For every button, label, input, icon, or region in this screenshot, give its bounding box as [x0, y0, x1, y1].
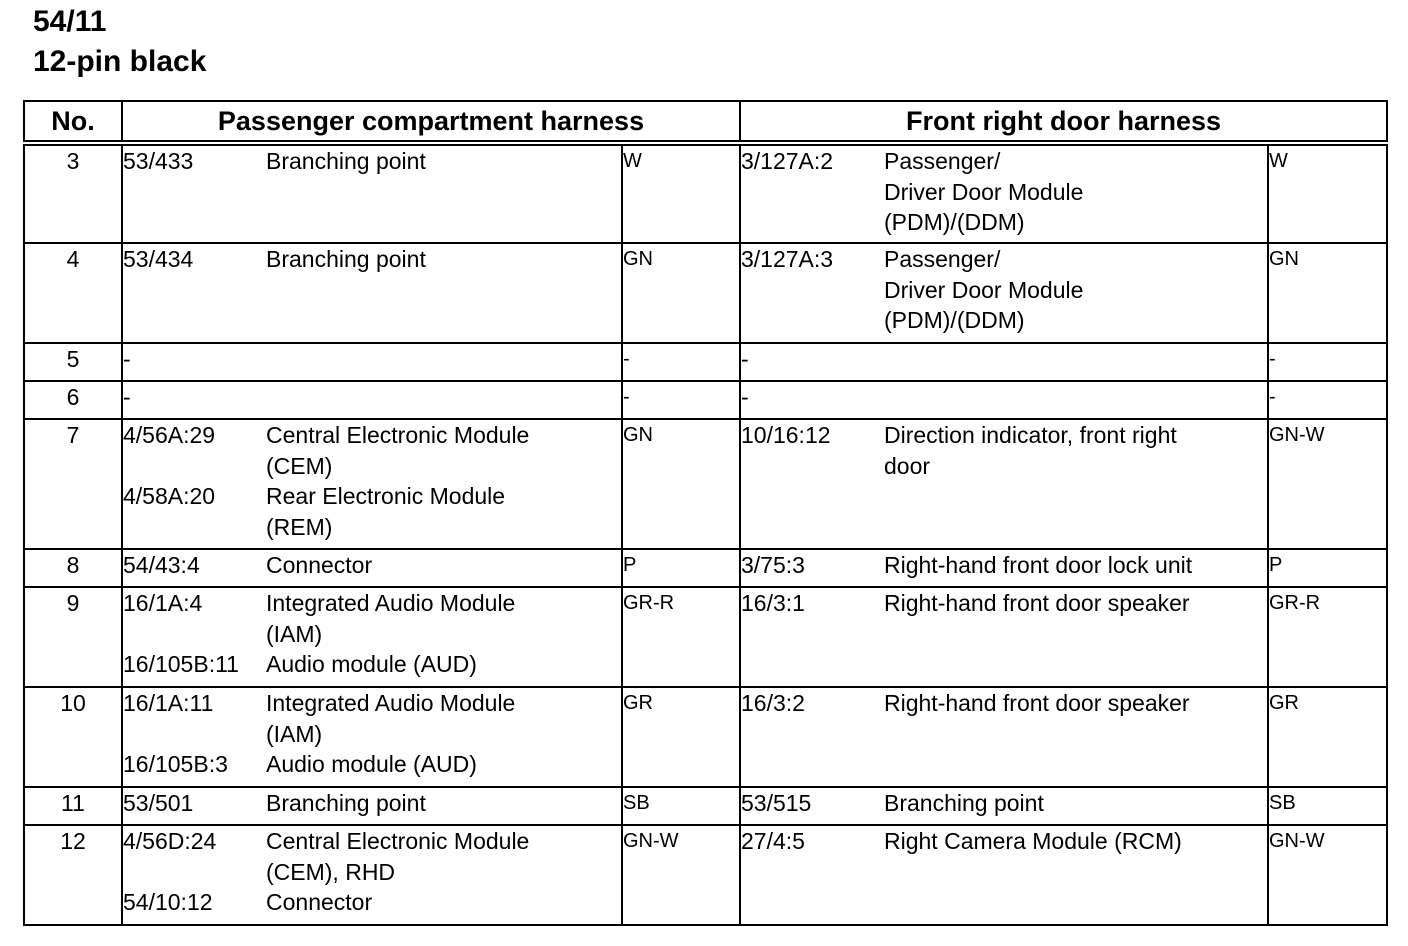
right-component-description: Passenger/ Driver Door Module (PDM)/(DDM) — [884, 148, 1084, 235]
left-terminal-code: 53/501 — [123, 790, 194, 816]
left-harness-entry — [123, 588, 621, 649]
table-row — [24, 243, 1387, 343]
left-component-description: Audio module (AUD) — [266, 651, 477, 677]
left-terminal-code: 53/433 — [123, 148, 194, 174]
left-terminal-code: - — [123, 384, 131, 410]
left-harness-entry — [123, 550, 621, 581]
right-terminal-code: - — [741, 384, 749, 410]
right-component-description — [884, 382, 1267, 413]
left-wire-color: - — [622, 381, 740, 419]
right-terminal-code: 10/16:12 — [741, 422, 831, 448]
left-component-description: Rear Electronic Module (REM) — [266, 483, 506, 540]
left-harness-entry — [123, 382, 621, 413]
left-wire-color: GN — [622, 419, 740, 549]
left-harness-entry — [123, 244, 621, 275]
right-terminal-code: 3/127A:3 — [741, 246, 834, 272]
passenger-compartment-harness-cell — [122, 549, 622, 587]
passenger-compartment-harness-cell — [122, 787, 622, 825]
left-harness-entry — [123, 788, 621, 819]
right-wire-color: GN-W — [1268, 419, 1387, 549]
passenger-compartment-harness-cell — [122, 587, 622, 687]
pin-assignment-table — [23, 100, 1388, 926]
pin-number: 5 — [24, 343, 122, 381]
passenger-compartment-harness-cell — [122, 381, 622, 419]
right-harness-entry — [741, 588, 1267, 619]
front-right-door-harness-cell — [740, 381, 1268, 419]
right-harness-entry — [741, 420, 1267, 481]
right-wire-color: GR — [1268, 687, 1387, 787]
column-header-passenger-compartment-harness: Passenger compartment harness — [122, 101, 740, 143]
left-wire-color: GR-R — [622, 587, 740, 687]
left-terminal-code: 16/105B:3 — [123, 751, 228, 777]
right-terminal-code: 3/127A:2 — [741, 148, 834, 174]
pin-number: 9 — [24, 587, 122, 687]
passenger-compartment-harness-cell — [122, 343, 622, 381]
table-row — [24, 143, 1387, 243]
column-header-front-right-door-harness: Front right door harness — [740, 101, 1387, 143]
passenger-compartment-harness-cell — [122, 419, 622, 549]
left-harness-entry — [123, 688, 621, 749]
left-component-description: Connector — [266, 889, 373, 915]
right-terminal-code: - — [741, 346, 749, 372]
left-wire-color: GN — [622, 243, 740, 343]
left-component-description: Integrated Audio Module (IAM) — [266, 590, 516, 647]
right-harness-entry — [741, 382, 1267, 413]
pin-number: 7 — [24, 419, 122, 549]
table-row — [24, 343, 1387, 381]
right-component-description: Passenger/ Driver Door Module (PDM)/(DDM) — [884, 246, 1084, 333]
left-terminal-code: - — [123, 346, 131, 372]
table-row — [24, 549, 1387, 587]
left-component-description: Branching point — [266, 148, 426, 174]
table-header-row — [24, 101, 1387, 143]
right-component-description: Branching point — [884, 790, 1044, 816]
passenger-compartment-harness-cell — [122, 687, 622, 787]
right-terminal-code: 16/3:1 — [741, 590, 805, 616]
left-harness-entry — [123, 887, 621, 918]
left-terminal-code: 4/56D:24 — [123, 828, 217, 854]
front-right-door-harness-cell — [740, 343, 1268, 381]
left-component-description: Branching point — [266, 790, 426, 816]
left-wire-color: GR — [622, 687, 740, 787]
right-wire-color: GN-W — [1268, 825, 1387, 925]
right-component-description: Right-hand front door lock unit — [884, 552, 1193, 578]
table-row — [24, 787, 1387, 825]
left-component-description: Audio module (AUD) — [266, 751, 477, 777]
connector-description-subtitle: 12-pin black — [33, 45, 207, 78]
right-wire-color: GR-R — [1268, 587, 1387, 687]
left-harness-entry — [123, 146, 621, 177]
front-right-door-harness-cell — [740, 787, 1268, 825]
front-right-door-harness-cell — [740, 687, 1268, 787]
table-row — [24, 587, 1387, 687]
front-right-door-harness-cell — [740, 419, 1268, 549]
left-component-description: Central Electronic Module (CEM) — [266, 422, 530, 479]
table-row — [24, 381, 1387, 419]
left-harness-entry — [123, 344, 621, 375]
left-harness-entry — [123, 749, 621, 780]
front-right-door-harness-cell — [740, 825, 1268, 925]
left-wire-color: GN-W — [622, 825, 740, 925]
left-terminal-code: 4/58A:20 — [123, 483, 216, 509]
pin-number: 11 — [24, 787, 122, 825]
pin-number: 10 — [24, 687, 122, 787]
right-wire-color: P — [1268, 549, 1387, 587]
table-row — [24, 687, 1387, 787]
left-terminal-code: 16/1A:4 — [123, 590, 203, 616]
right-harness-entry — [741, 688, 1267, 719]
left-wire-color: P — [622, 549, 740, 587]
pin-number: 6 — [24, 381, 122, 419]
left-component-description — [266, 344, 621, 375]
right-terminal-code: 3/75:3 — [741, 552, 805, 578]
right-component-description: Right Camera Module (RCM) — [884, 828, 1182, 854]
front-right-door-harness-cell — [740, 243, 1268, 343]
left-harness-entry — [123, 481, 621, 542]
passenger-compartment-harness-cell — [122, 143, 622, 243]
right-component-description: Right-hand front door speaker — [884, 690, 1190, 716]
pin-number: 3 — [24, 143, 122, 243]
left-wire-color: - — [622, 343, 740, 381]
column-header-no: No. — [24, 101, 122, 143]
connector-id-title: 54/11 — [33, 5, 107, 38]
right-wire-color: - — [1268, 381, 1387, 419]
right-harness-entry — [741, 146, 1267, 238]
front-right-door-harness-cell — [740, 143, 1268, 243]
left-harness-entry — [123, 826, 621, 887]
left-terminal-code: 4/56A:29 — [123, 422, 216, 448]
left-terminal-code: 53/434 — [123, 246, 194, 272]
pin-number: 8 — [24, 549, 122, 587]
right-harness-entry — [741, 788, 1267, 819]
passenger-compartment-harness-cell — [122, 825, 622, 925]
front-right-door-harness-cell — [740, 587, 1268, 687]
front-right-door-harness-cell — [740, 549, 1268, 587]
left-wire-color: SB — [622, 787, 740, 825]
right-component-description: Right-hand front door speaker — [884, 590, 1190, 616]
left-component-description: Central Electronic Module (CEM), RHD — [266, 828, 530, 885]
right-wire-color: W — [1268, 143, 1387, 243]
right-terminal-code: 16/3:2 — [741, 690, 805, 716]
table-row — [24, 419, 1387, 549]
left-component-description: Integrated Audio Module (IAM) — [266, 690, 516, 747]
right-wire-color: GN — [1268, 243, 1387, 343]
left-component-description — [266, 382, 621, 413]
right-harness-entry — [741, 826, 1267, 857]
table-row — [24, 825, 1387, 925]
right-component-description — [884, 344, 1267, 375]
pin-number: 4 — [24, 243, 122, 343]
left-wire-color: W — [622, 143, 740, 243]
left-component-description: Branching point — [266, 246, 426, 272]
right-component-description: Direction indicator, front right door — [884, 422, 1177, 479]
left-terminal-code: 16/105B:11 — [123, 651, 239, 677]
left-component-description: Connector — [266, 552, 373, 578]
right-terminal-code: 27/4:5 — [741, 828, 805, 854]
right-harness-entry — [741, 244, 1267, 336]
right-terminal-code: 53/515 — [741, 790, 812, 816]
right-harness-entry — [741, 344, 1267, 375]
left-terminal-code: 16/1A:11 — [123, 690, 214, 716]
right-wire-color: SB — [1268, 787, 1387, 825]
pin-number: 12 — [24, 825, 122, 925]
left-harness-entry — [123, 649, 621, 680]
left-terminal-code: 54/43:4 — [123, 552, 200, 578]
right-wire-color: - — [1268, 343, 1387, 381]
right-harness-entry — [741, 550, 1267, 581]
passenger-compartment-harness-cell — [122, 243, 622, 343]
left-terminal-code: 54/10:12 — [123, 889, 213, 915]
left-harness-entry — [123, 420, 621, 481]
